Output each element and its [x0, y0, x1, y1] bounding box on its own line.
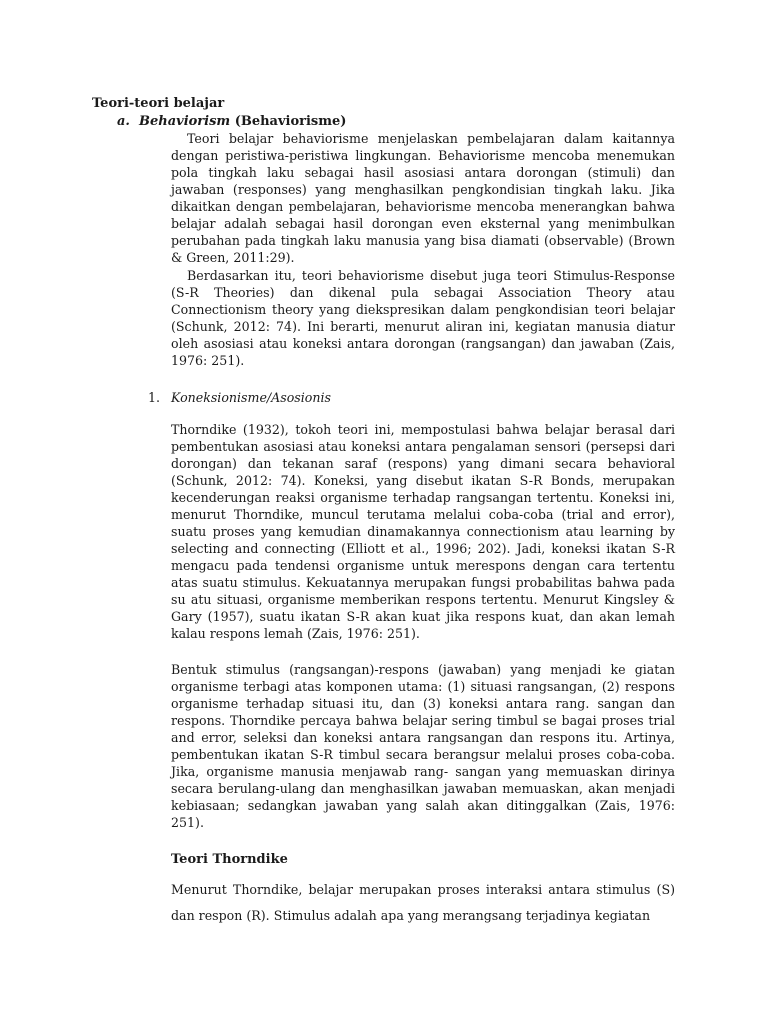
paragraph-text: Menurut Thorndike, belajar merupakan proses interaksi antara stimulus (S) dan respon (R). Stimulus adalah apa yang merangsang terjadinya kegiatan: [171, 882, 675, 923]
section-a-title-italic: Behaviorism: [139, 114, 231, 129]
paragraph-sr-theory: [171, 267, 675, 369]
section-a-heading: [117, 113, 346, 130]
paragraph-behaviorism-intro: [171, 130, 675, 266]
paragraph-text: Thorndike (1932), tokoh teori ini, mempostulasi bahwa belajar berasal dari pembentukan asosiasi atau koneksi antara pengalaman sensori (persepsi dari dorongan) dan tekanan saraf (respons) yang dimani secara behavioral (Schunk, 2012: 74). Koneksi, yang disebut ikatan S-R Bonds, merupakan kecenderungan reaksi organisme terhadap rangsangan tertentu. Koneksi ini, menurut Thorndike, muncul terutama melalui coba-coba (trial and error), suatu proses yang kemudian dinamakannya connectionism atau learning by selecting and connecting (Elliott et al., 1996; 202). Jadi, koneksi ikatan S-R mengacu pada tendensi organisme untuk merespons dengan cara tertentu atas suatu stimulus. Kekuatannya merupakan fungsi probabilitas bahwa pada su atu situasi, organisme memberikan respons tertentu. Menurut Kingsley & Gary (1957), suatu ikatan S-R akan kuat jika respons kuat, dan akan lemah kalau respons lemah (Zais, 1976: 251).: [171, 422, 675, 641]
paragraph-thorndike-definition: [171, 877, 675, 929]
subsection-1-heading: [148, 389, 331, 406]
document-title: Teori-teori belajar: [92, 96, 225, 111]
paragraph-text: Berdasarkan itu, teori behaviorisme disebut juga teori Stimulus-Response (S-R Theories) dan dikenal pula sebagai Association Theory atau Connectionism theory yang diekspresikan dalam pengkondisian teori belajar (Schunk, 2012: 74). Ini berarti, menurut aliran ini, kegiatan manusia diatur oleh asosiasi atau koneksi antara dorongan (rangsangan) dan jawaban (Zais, 1976: 251).: [171, 268, 675, 368]
heading-teori-thorndike: Teori Thorndike: [171, 852, 288, 867]
paragraph-thorndike-connection: [171, 421, 675, 642]
subsection-1-number: 1.: [148, 390, 161, 405]
section-a-label: a.: [117, 114, 130, 129]
paragraph-stimulus-response: [171, 661, 675, 831]
paragraph-text: Bentuk stimulus (rangsangan)-respons (jawaban) yang menjadi ke giatan organisme terbagi atas komponen utama: (1) situasi rangsangan, (2) respons organisme terhadap situasi itu, dan (3) koneksi antara rang. sangan dan respons. Thorndike percaya bahwa belajar sering timbul se bagai proses trial and error, seleksi dan koneksi antara rangsangan dan respons itu. Artinya, pembentukan ikatan S-R timbul secara berangsur melalui proses coba-coba. Jika, organisme manusia menjawab rang- sangan yang memuaskan dirinya secara berulang-ulang dan menghasilkan jawaban memuaskan, akan menjadi kebiasaan; sedangkan jawaban yang salah akan ditinggalkan (Zais, 1976: 251).: [171, 662, 675, 830]
subsection-1-title: Koneksionisme/Asosionis: [171, 390, 331, 405]
paragraph-text: Teori belajar behaviorisme menjelaskan pembelajaran dalam kaitannya dengan peristiwa-peristiwa lingkungan. Behaviorisme mencoba menemukan pola tingkah laku sebagai hasil asosiasi antara dorongan (stimuli) dan jawaban (responses) yang menghasilkan pengkondisian tingkah laku. Jika dikaitkan dengan pembelajaran, behaviorisme mencoba menerangkan bahwa belajar adalah sebagai hasil dorongan even eksternal yang menimbulkan perubahan pada tingkah laku manusia yang bisa diamati (observable) (Brown & Green, 2011:29).: [171, 131, 675, 265]
section-a-title-rest: (Behaviorisme): [230, 114, 347, 129]
